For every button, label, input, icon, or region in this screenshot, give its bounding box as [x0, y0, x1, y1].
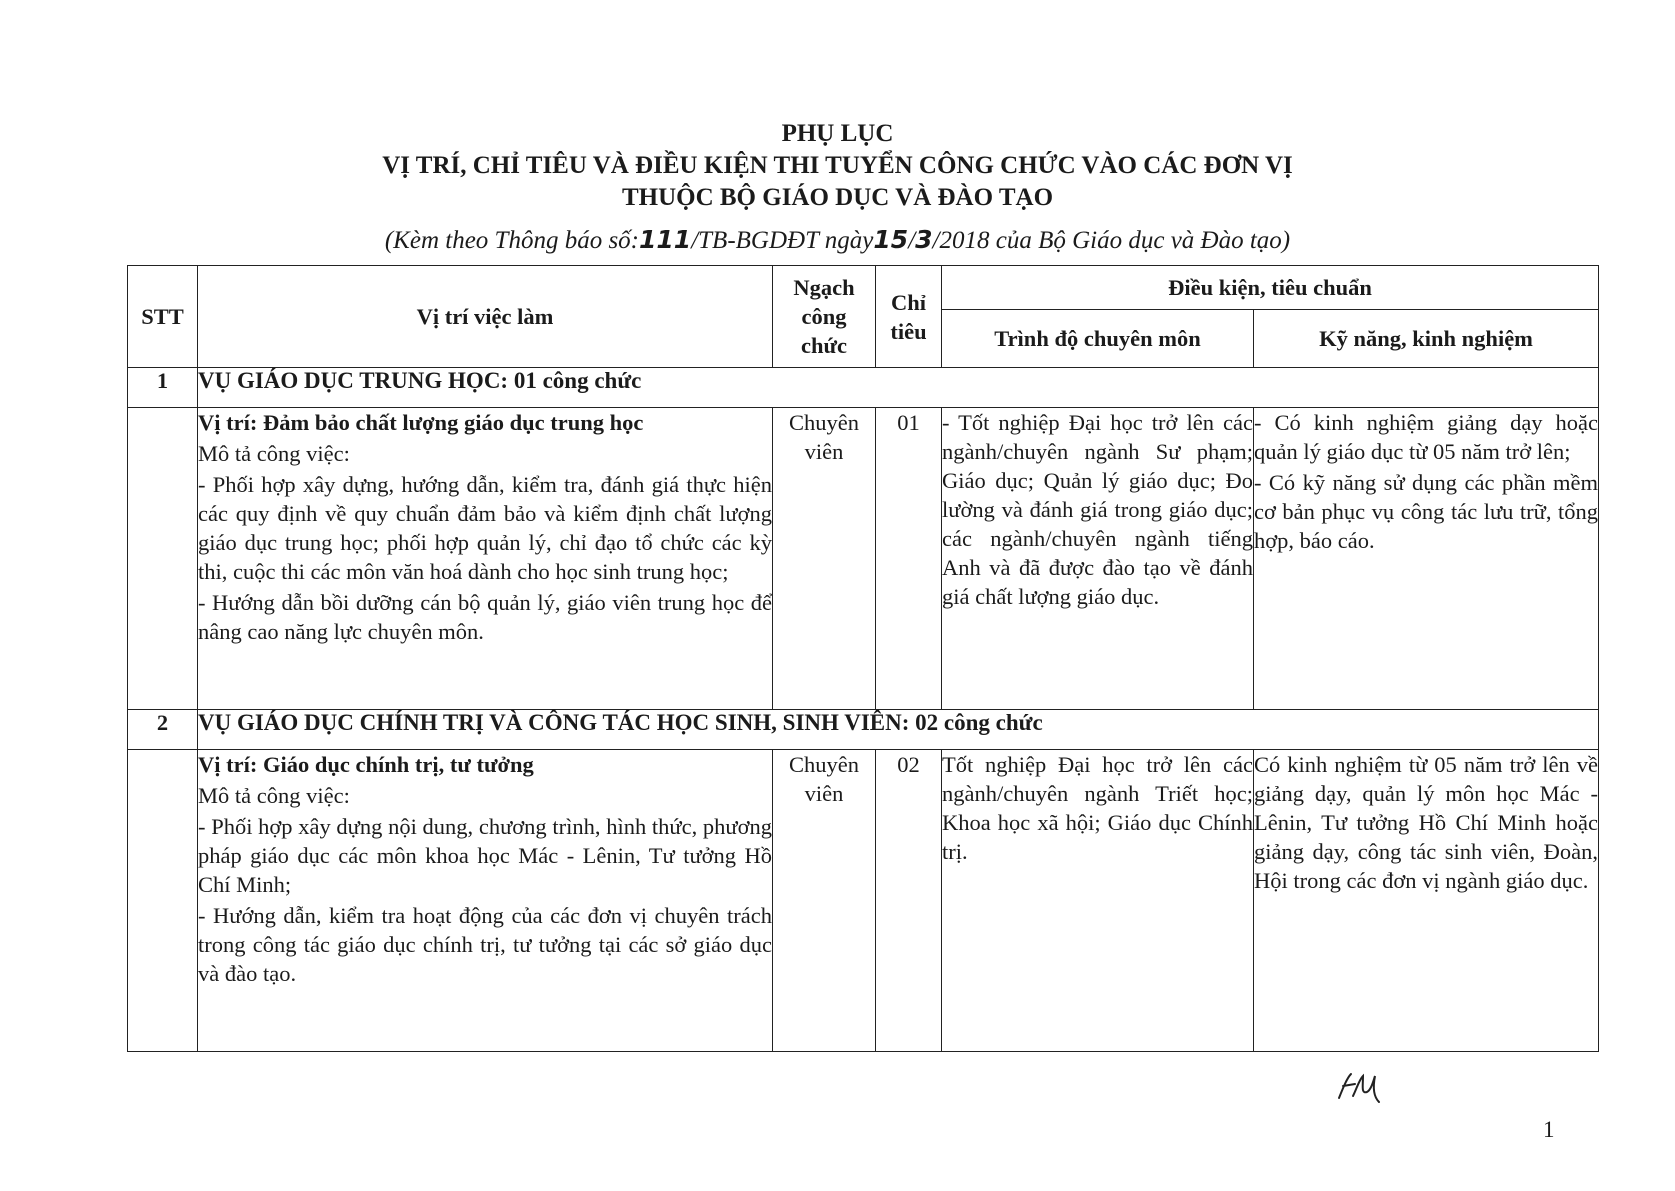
appendix-title: PHỤ LỤC: [781, 120, 894, 147]
header-qualification: Trình độ chuyên môn: [942, 310, 1254, 368]
handwritten-initials-icon: [1333, 1068, 1393, 1108]
description-item: - Phối hợp xây dựng, hướng dẫn, kiểm tra, đánh giá thực hiện các quy định về quy chuẩn đảm bảo và kiểm định chất lượng giáo dục trung học; phối hợp quản lý, chỉ đạo tổ chức các kỳ thi, cuộc thi các môn văn hoá dành cho học sinh trung học;: [198, 472, 772, 584]
section-stt: 1: [128, 368, 198, 408]
skills-cell: [1254, 750, 1599, 1052]
empty-stt-cell: [128, 408, 198, 710]
description-item: - Hướng dẫn bồi dưỡng cán bộ quản lý, giáo viên trung học để nâng cao năng lực chuyên môn.: [198, 590, 772, 644]
description-label: Mô tả công việc:: [198, 783, 350, 808]
position-cell: [198, 750, 773, 1052]
quota-cell: 02: [876, 750, 942, 1052]
section-row-2: [128, 710, 1599, 750]
position-title: Vị trí: Đảm bảo chất lượng giáo dục trung học: [198, 410, 644, 435]
section-title: VỤ GIÁO DỤC CHÍNH TRỊ VÀ CÔNG TÁC HỌC SINH, SINH VIÊN: 02 công chức: [198, 710, 1599, 750]
header-rank: Ngạch công chức: [773, 266, 876, 368]
skills-cell: [1254, 408, 1599, 710]
header-quota: Chỉ tiêu: [876, 266, 942, 368]
rank-cell: Chuyên viên: [773, 408, 876, 710]
description-item: - Hướng dẫn, kiểm tra hoạt động của các đơn vị chuyên trách trong công tác giáo dục chính trị, tư tưởng tại các sở giáo dục và đào tạo.: [198, 903, 772, 986]
position-cell: [198, 408, 773, 710]
document-title-line-2: THUỘC BỘ GIÁO DỤC VÀ ĐÀO TẠO: [621, 184, 1054, 211]
rank-cell: Chuyên viên: [773, 750, 876, 1052]
skill-item: Có kinh nghiệm từ 05 năm trở lên về giảng dạy, quản lý môn học Mác - Lênin, Tư tưởng Hồ Chí Minh hoặc giảng dạy, công tác sinh viên, Đoàn, Hội trong các đơn vị ngành giáo dục.: [1254, 752, 1599, 893]
skill-item: - Có kinh nghiệm giảng dạy hoặc quản lý giáo dục từ 05 năm trở lên;: [1254, 410, 1599, 464]
document-subtitle: (Kèm theo Thông báo số:111/TB-BGDĐT ngày15/3/2018 của Bộ Giáo dục và Đào tạo): [384, 225, 1291, 254]
header-stt: STT: [128, 266, 198, 368]
description-item: - Phối hợp xây dựng nội dung, chương trình, hình thức, phương pháp giáo dục các môn khoa học Mác - Lênin, Tư tưởng Hồ Chí Minh;: [198, 814, 772, 897]
skill-item: - Có kỹ năng sử dụng các phần mềm cơ bản phục vụ công tác lưu trữ, tổng hợp, báo cáo.: [1254, 470, 1599, 553]
document-title-line-1: VỊ TRÍ, CHỈ TIÊU VÀ ĐIỀU KIỆN THI TUYỂN CÔNG CHỨC VÀO CÁC ĐƠN VỊ: [382, 152, 1293, 179]
handwritten-month: 3: [915, 225, 933, 254]
section-stt: 2: [128, 710, 198, 750]
quota-cell: 01: [876, 408, 942, 710]
table-row: [128, 408, 1599, 710]
page-number: 1: [1543, 1117, 1555, 1142]
handwritten-number: 111: [639, 225, 692, 254]
description-label: Mô tả công việc:: [198, 441, 350, 466]
qualification-cell: Tốt nghiệp Đại học trở lên các ngành/chuyên ngành Triết học; Khoa học xã hội; Giáo dục Chính trị.: [942, 750, 1254, 1052]
section-title: VỤ GIÁO DỤC TRUNG HỌC: 01 công chức: [198, 368, 1599, 408]
handwritten-day: 15: [873, 225, 909, 254]
position-title: Vị trí: Giáo dục chính trị, tư tưởng: [198, 752, 534, 777]
header-skills: Kỹ năng, kinh nghiệm: [1254, 310, 1599, 368]
header-position: Vị trí việc làm: [198, 266, 773, 368]
recruitment-table: [127, 265, 1599, 1052]
header-conditions: Điều kiện, tiêu chuẩn: [942, 266, 1599, 310]
empty-stt-cell: [128, 750, 198, 1052]
section-row-1: [128, 368, 1599, 408]
qualification-cell: - Tốt nghiệp Đại học trở lên các ngành/chuyên ngành Sư phạm; Giáo dục; Quản lý giáo dục; Đo lường và đánh giá trong giáo dục; các ngành/chuyên ngành tiếng Anh và đã được đào tạo về đánh giá chất lượng giáo dục.: [942, 408, 1254, 710]
table-row: [128, 750, 1599, 1052]
